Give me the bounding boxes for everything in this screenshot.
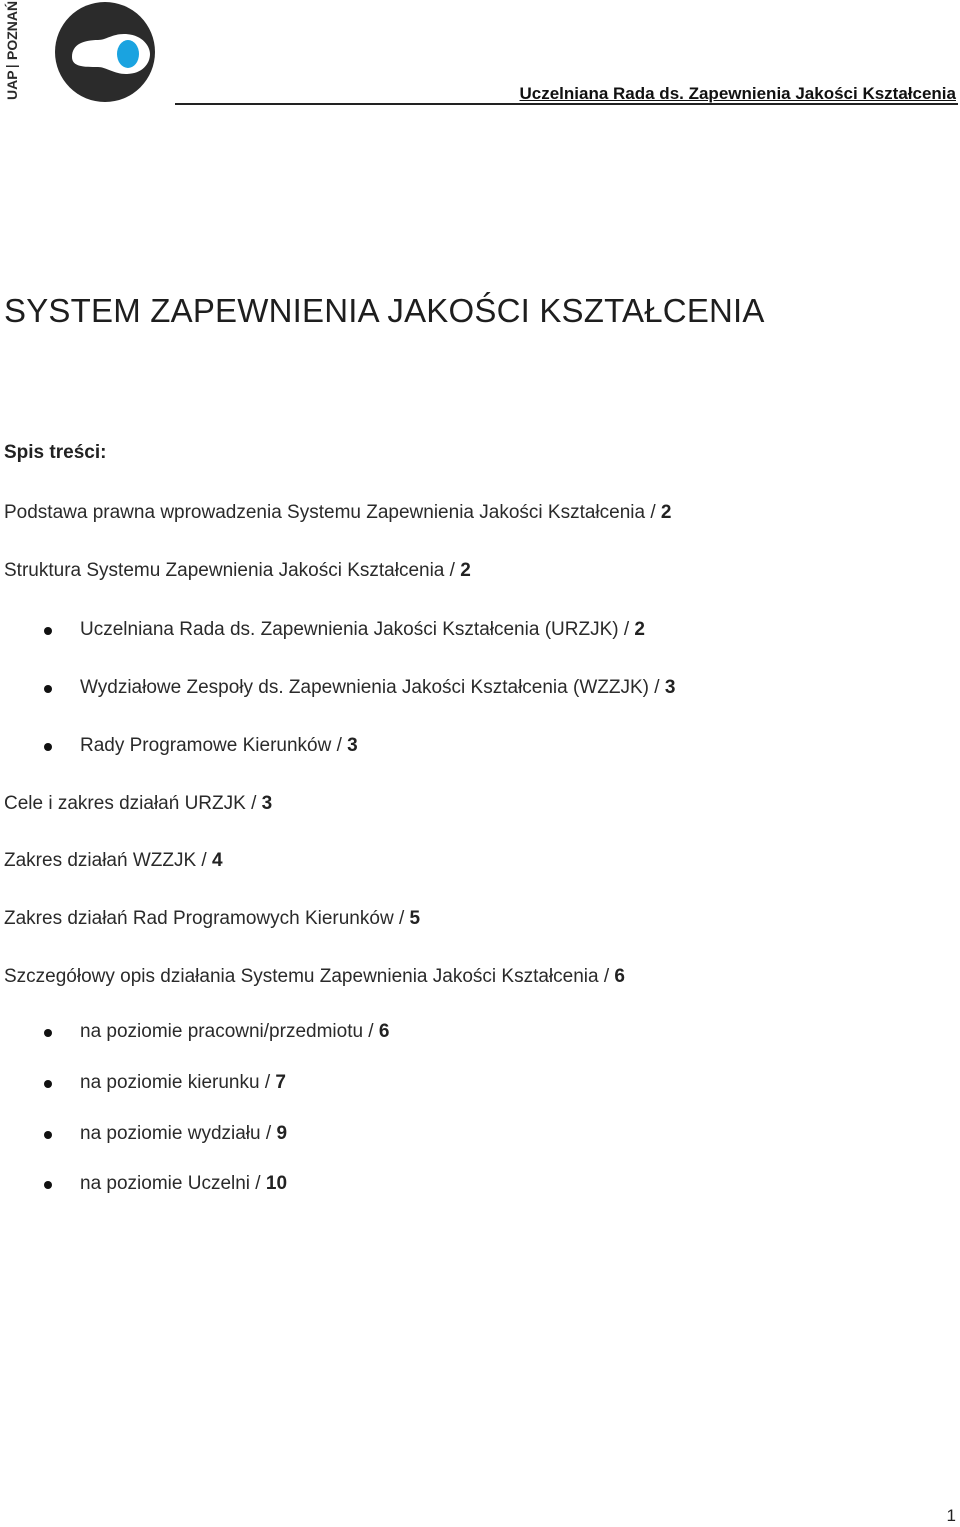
toc-entry[interactable]	[4, 501, 671, 525]
toc-entry[interactable]	[4, 792, 272, 816]
toc-entry-page: 3	[664, 677, 676, 698]
svg-text:POZNAŃ: POZNAŃ	[4, 0, 20, 60]
toc-entry-text: Zakres działań WZZJK /	[4, 850, 212, 871]
toc-entry-page: 3	[261, 793, 273, 814]
toc-entry[interactable]	[80, 618, 645, 642]
toc-entry[interactable]	[80, 1020, 389, 1044]
toc-entry-page: 7	[275, 1072, 286, 1093]
bullet-icon	[44, 627, 52, 635]
page-number: 1	[946, 1506, 956, 1525]
header-divider	[175, 103, 958, 105]
bullet-icon	[44, 1080, 52, 1088]
toc-entry-text: Zakres działań Rad Programowych Kierunków /	[4, 908, 410, 929]
toc-entry-text: na poziomie Uczelni /	[80, 1173, 266, 1194]
toc-entry[interactable]	[4, 965, 625, 989]
toc-entry[interactable]	[80, 676, 675, 700]
toc-entry-page: 9	[276, 1123, 288, 1144]
toc-entry[interactable]	[4, 849, 223, 873]
toc-entry[interactable]	[80, 1172, 287, 1196]
toc-entry-text: na poziomie wydziału /	[80, 1123, 277, 1144]
toc-entry-text: Cele i zakres działań URZJK /	[4, 793, 262, 814]
toc-entry-text: na poziomie pracowni/przedmiotu /	[80, 1021, 379, 1042]
toc-entry-page: 5	[409, 908, 421, 929]
toc-entry-text: Wydziałowe Zespoły ds. Zapewnienia Jakości Kształcenia (WZZJK) /	[80, 677, 665, 698]
bullet-icon	[44, 685, 52, 693]
toc-entry-page: 6	[614, 966, 625, 987]
toc-entry-page: 2	[460, 560, 471, 581]
toc-entry-text: Uczelniana Rada ds. Zapewnienia Jakości Kształcenia (URZJK) /	[80, 619, 635, 640]
toc-entry-text: Podstawa prawna wprowadzenia Systemu Zapewnienia Jakości Kształcenia /	[4, 502, 661, 523]
toc-entry-text: Szczegółowy opis działania Systemu Zapewnienia Jakości Kształcenia /	[4, 966, 615, 987]
document-title: SYSTEM ZAPEWNIENIA JAKOŚCI KSZTAŁCENIA	[4, 292, 765, 329]
toc-entry-page: 10	[265, 1173, 288, 1194]
running-header-title: Uczelniana Rada ds. Zapewnienia Jakości Kształcenia	[519, 84, 956, 103]
toc-entry-page: 2	[660, 502, 672, 523]
svg-text:UAP: UAP	[4, 70, 20, 100]
toc-entry[interactable]	[4, 559, 471, 583]
toc-entry-text: Struktura Systemu Zapewnienia Jakości Kształcenia /	[4, 560, 461, 581]
toc-entry[interactable]	[4, 907, 420, 931]
page-header	[0, 0, 960, 106]
toc-entry-page: 3	[347, 735, 358, 756]
bullet-icon	[44, 1131, 52, 1139]
toc-entry-text: na poziomie kierunku /	[80, 1072, 276, 1093]
keyhole-logo-icon	[2, 0, 162, 104]
toc-entry[interactable]	[80, 734, 358, 758]
toc-entry[interactable]	[80, 1071, 286, 1095]
toc-entry-page: 4	[212, 850, 223, 871]
toc-heading: Spis treści:	[4, 442, 107, 463]
toc-entry-text: Rady Programowe Kierunków /	[80, 735, 348, 756]
toc-entry-page: 2	[634, 619, 645, 640]
uap-logo	[2, 0, 162, 104]
toc-entry-page: 6	[378, 1021, 390, 1042]
bullet-icon	[44, 1181, 52, 1189]
bullet-icon	[44, 1029, 52, 1037]
bullet-icon	[44, 743, 52, 751]
toc-entry[interactable]	[80, 1122, 287, 1146]
